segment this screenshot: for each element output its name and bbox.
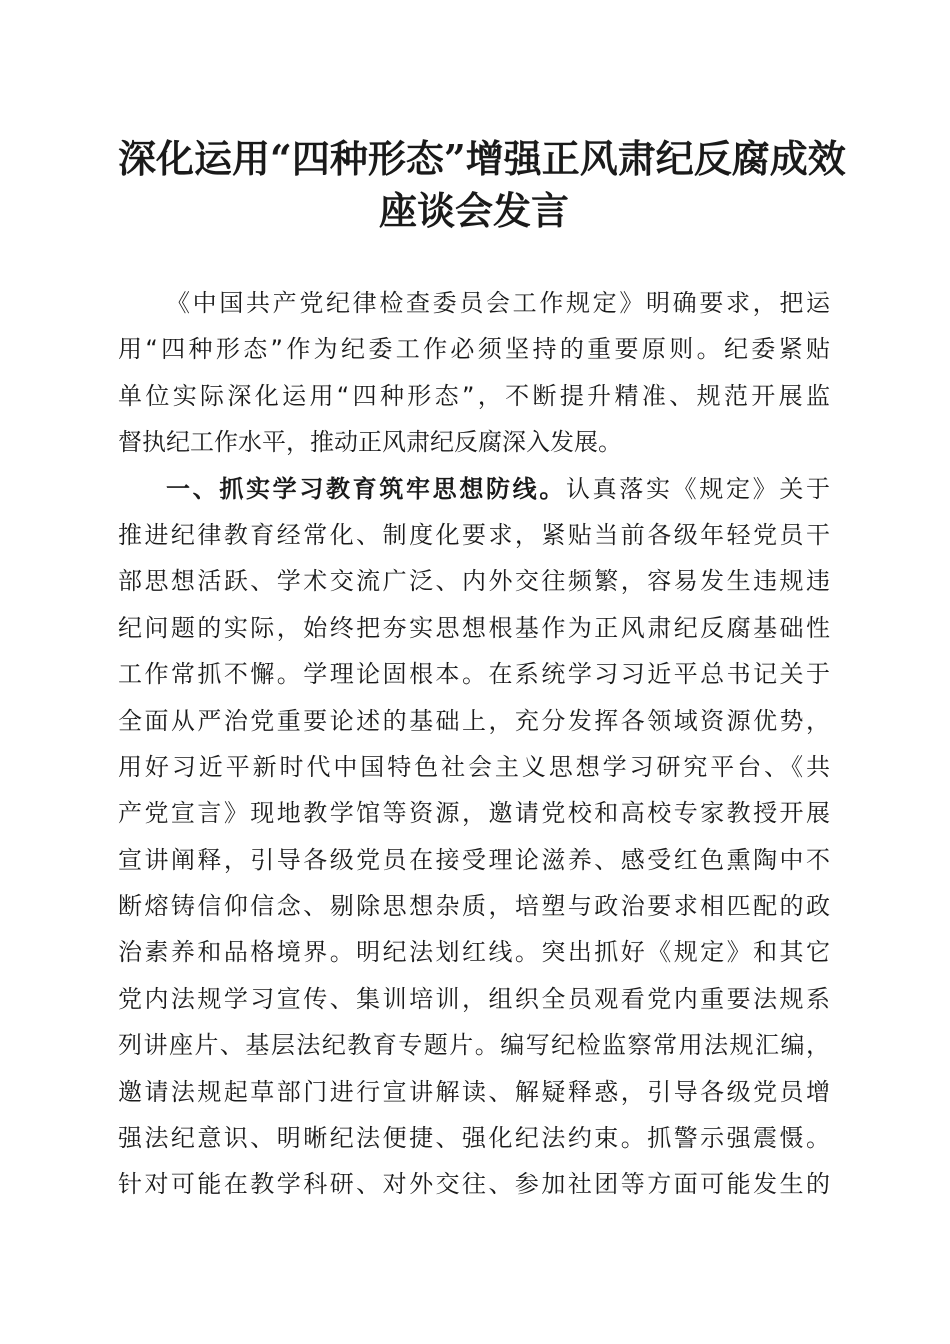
- paragraph-line: 《中国共产党纪律检查委员会工作规定》明确要求，把运: [166, 289, 830, 317]
- title-line-1: 深化运用“四种形态”增强正风肃纪反腐成效: [118, 136, 846, 181]
- paragraph-line: 全面从严治党重要论述的基础上，充分发挥各领域资源优势，: [118, 706, 830, 735]
- paragraph-line: 强法纪意识、明晰纪法便捷、强化纪法约束。抓警示强震慑。: [118, 1124, 830, 1153]
- section-heading-rest: 认真落实《规定》关于: [566, 474, 830, 503]
- paragraph-line: 宣讲阐释，引导各级党员在接受理论滋养、感受红色熏陶中不: [118, 845, 830, 874]
- paragraph-section-1: [118, 466, 830, 1208]
- paragraph-line: 推进纪律教育经常化、制度化要求，紧贴当前各级年轻党员干: [118, 520, 830, 549]
- paragraph-line: 党内法规学习宣传、集训培训，组织全员观看党内重要法规系: [118, 984, 830, 1013]
- paragraph-line: 督执纪工作水平，推动正风肃纪反腐深入发展。: [118, 428, 622, 457]
- paragraph-line: [118, 466, 830, 512]
- paragraph-line: 纪问题的实际，始终把夯实思想根基作为正风肃纪反腐基础性: [118, 613, 830, 642]
- paragraph-line: 用好习近平新时代中国特色社会主义思想学习研究平台、《共: [118, 752, 830, 781]
- paragraph-line: 工作常抓不懈。学理论固根本。在系统学习习近平总书记关于: [118, 660, 830, 689]
- paragraph-line: 用“四种形态”作为纪委工作必须坚持的重要原则。纪委紧贴: [118, 335, 830, 364]
- section-heading: 一、抓实学习教育筑牢思想防线。: [166, 474, 566, 503]
- paragraph-line: 断熔铸信仰信念、剔除思想杂质，培塑与政治要求相匹配的政: [118, 892, 830, 921]
- paragraph-line: 治素养和品格境界。明纪法划红线。突出抓好《规定》和其它: [118, 938, 830, 967]
- document-body: [118, 280, 830, 1208]
- paragraph-intro: [118, 280, 830, 466]
- paragraph-line: 单位实际深化运用“四种形态”，不断提升精准、规范开展监: [118, 381, 830, 410]
- paragraph-line: 部思想活跃、学术交流广泛、内外交往频繁，容易发生违规违: [118, 567, 830, 596]
- paragraph-line: 邀请法规起草部门进行宣讲解读、解疑释惑，引导各级党员增: [118, 1077, 830, 1106]
- paragraph-line: 列讲座片、基层法纪教育专题片。编写纪检监察常用法规汇编，: [118, 1031, 830, 1060]
- document-title: [118, 133, 846, 237]
- paragraph-line: 产党宣言》现地教学馆等资源，邀请党校和高校专家教授开展: [118, 799, 830, 828]
- paragraph-line: 针对可能在教学科研、对外交往、参加社团等方面可能发生的: [118, 1170, 830, 1199]
- title-line-2: 座谈会发言: [378, 188, 569, 233]
